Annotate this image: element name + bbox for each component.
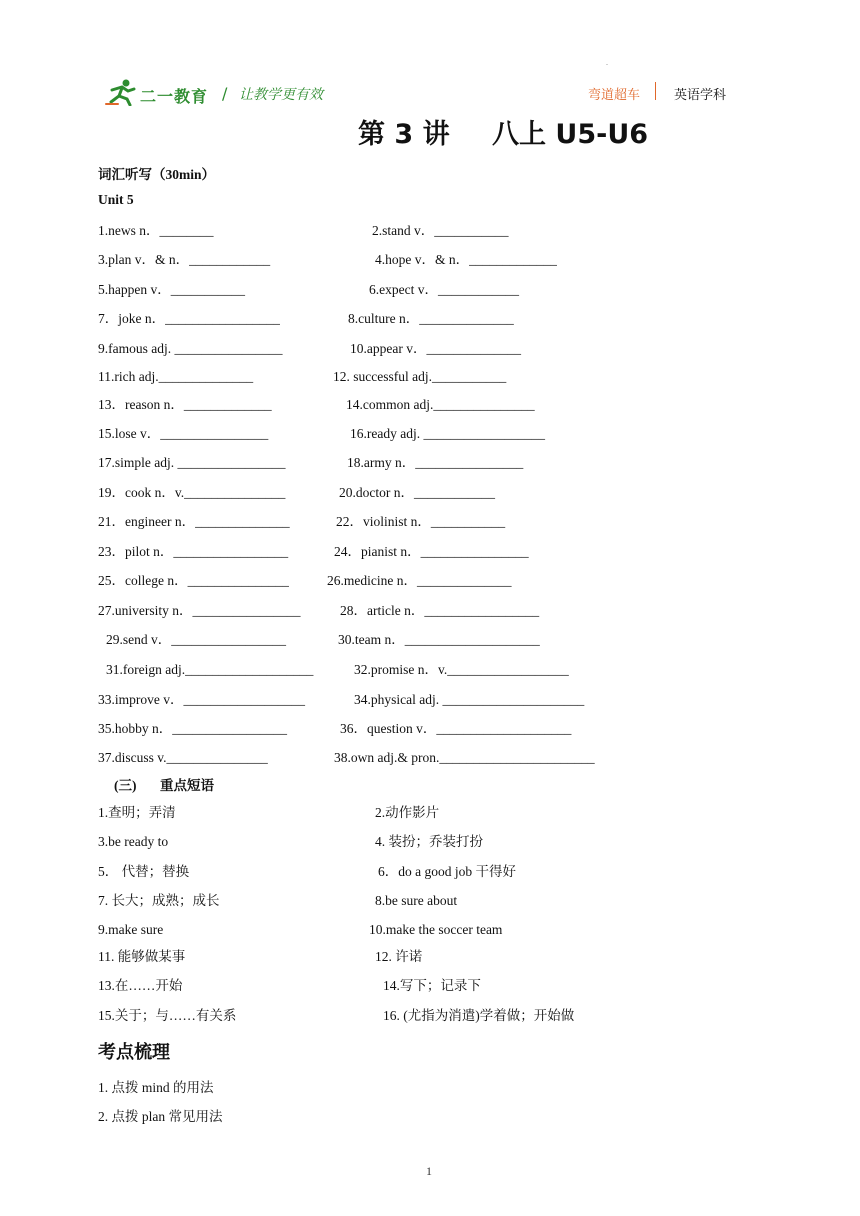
vocab-row	[0, 719, 860, 739]
right-brand: 弯道超车	[588, 88, 641, 103]
vocab-row	[0, 453, 860, 473]
vocab-item: 27.university n．________________	[98, 603, 301, 618]
vocab-item: 10.appear v．______________	[350, 341, 521, 356]
vocab-row	[0, 367, 860, 387]
phrase-item: 4. 装扮；乔装打扮	[375, 834, 483, 849]
phrase-row	[0, 1006, 860, 1026]
vocab-row	[0, 221, 860, 241]
vocab-item: 17.simple adj. ________________	[98, 455, 286, 470]
vocab-item: 2.stand v．___________	[372, 223, 509, 238]
lecture-topic: 八上 U5-U6	[492, 119, 649, 150]
vocab-item: 5.happen v．___________	[98, 282, 245, 297]
vocab-item: 15.lose v．________________	[98, 426, 269, 441]
phrase-item: 9.make sure	[98, 922, 164, 937]
vocab-item: 36．question v．____________________	[340, 721, 572, 736]
vocab-row	[0, 748, 860, 768]
vocab-item: 7．joke n．_________________	[98, 311, 280, 326]
phrase-item: 15.关于；与……有关系	[98, 1008, 237, 1023]
vocab-item: 20.doctor n．____________	[339, 485, 495, 500]
header-slash: /	[222, 84, 228, 103]
slogan: 让教学更有效	[239, 87, 323, 103]
vocab-item: 23．pilot n．_________________	[98, 544, 289, 559]
vocab-item: 22．violinist n．___________	[336, 514, 506, 529]
phrase-row	[0, 803, 860, 823]
phrase-item: 16. (尤指为消遣)学着做；开始做	[383, 1008, 575, 1023]
vocab-item: 3.plan v．& n．____________	[98, 252, 271, 267]
phrase-item: 2.动作影片	[375, 805, 440, 820]
points-heading: 考点梳理	[98, 1042, 170, 1063]
vocab-row	[0, 250, 860, 270]
phrase-item: 12. 许诺	[375, 949, 423, 964]
phrase-row	[0, 947, 860, 967]
vocab-item: 1.news n．________	[98, 223, 214, 238]
phrases-heading: 重点短语	[160, 778, 214, 793]
runner-logo-icon	[104, 78, 138, 106]
vocab-item: 8.culture n．______________	[348, 311, 514, 326]
vocab-row	[0, 571, 860, 591]
logo-text: 二一教育	[140, 87, 209, 106]
vocab-item: 37.discuss v._______________	[98, 750, 268, 765]
vocab-item: 16.ready adj. __________________	[350, 426, 545, 441]
vocab-item: 33.improve v．__________________	[98, 692, 305, 707]
vocab-item: 13．reason n．_____________	[98, 397, 272, 412]
vocab-row	[0, 512, 860, 532]
vocab-item: 30.team n．____________________	[338, 632, 540, 647]
vocab-item: 21．engineer n．______________	[98, 514, 290, 529]
phrase-row	[0, 920, 860, 940]
phrase-item: 6．do a good job 干得好	[378, 864, 516, 879]
vocab-row	[0, 280, 860, 300]
vocab-item: 24．pianist n．________________	[334, 544, 529, 559]
vocab-item: 19．cook n．v._______________	[98, 485, 286, 500]
vocab-row	[0, 483, 860, 503]
vocab-row	[0, 395, 860, 415]
vocab-row	[0, 630, 860, 650]
header-divider	[655, 82, 656, 100]
phrase-item: 13.在……开始	[98, 978, 183, 993]
vocab-item: 29.send v．_________________	[106, 632, 286, 647]
point-item: 2. 点拨 plan 常见用法	[98, 1109, 223, 1124]
vocab-item: 34.physical adj. _____________________	[354, 692, 585, 707]
phrase-item: 14.写下；记录下	[383, 978, 481, 993]
vocab-row	[0, 660, 860, 680]
phrase-row	[0, 862, 860, 882]
phrase-item: 1.查明；弄清	[98, 805, 176, 820]
vocab-item: 12. successful adj.___________	[333, 369, 507, 384]
vocab-row	[0, 424, 860, 444]
subject-label: 英语学科	[674, 88, 727, 103]
phrase-item: 5． 代替；替换	[98, 864, 190, 879]
vocab-item: 6.expect v．____________	[369, 282, 519, 297]
phrase-item: 10.make the soccer team	[369, 922, 503, 937]
header-dot: .	[606, 58, 608, 67]
vocab-item: 28．article n．_________________	[340, 603, 540, 618]
vocab-row	[0, 601, 860, 621]
vocab-item: 9.famous adj. ________________	[98, 341, 283, 356]
phrase-item: 8.be sure about	[375, 893, 458, 908]
vocab-row	[0, 309, 860, 329]
vocab-item: 18.army n．________________	[347, 455, 524, 470]
vocab-item: 4.hope v．& n．_____________	[375, 252, 557, 267]
vocab-row	[0, 339, 860, 359]
phrase-row	[0, 832, 860, 852]
unit-heading: Unit 5	[98, 192, 134, 207]
phrases-heading-num: (三)	[114, 778, 137, 793]
vocab-row	[0, 542, 860, 562]
vocab-item: 32.promise n．v.__________________	[354, 662, 569, 677]
phrase-row	[0, 976, 860, 996]
phrase-item: 3.be ready to	[98, 834, 169, 849]
vocab-item: 26.medicine n．______________	[327, 573, 512, 588]
phrase-item: 11. 能够做某事	[98, 949, 186, 964]
vocab-item: 14.common adj._______________	[346, 397, 535, 412]
vocab-heading: 词汇听写（30min）	[98, 167, 216, 182]
vocab-item: 38.own adj.& pron._______________________	[334, 750, 595, 765]
phrase-item: 7. 长大；成熟；成长	[98, 893, 220, 908]
vocab-item: 31.foreign adj.___________________	[106, 662, 314, 677]
vocab-item: 25．college n．_______________	[98, 573, 289, 588]
page-number: 1	[426, 1164, 432, 1178]
vocab-row	[0, 690, 860, 710]
lecture-number: 第 3 讲	[358, 119, 450, 150]
point-item: 1. 点拨 mind 的用法	[98, 1080, 214, 1095]
vocab-item: 35.hobby n．_________________	[98, 721, 287, 736]
vocab-item: 11.rich adj.______________	[98, 369, 254, 384]
phrase-row	[0, 891, 860, 911]
